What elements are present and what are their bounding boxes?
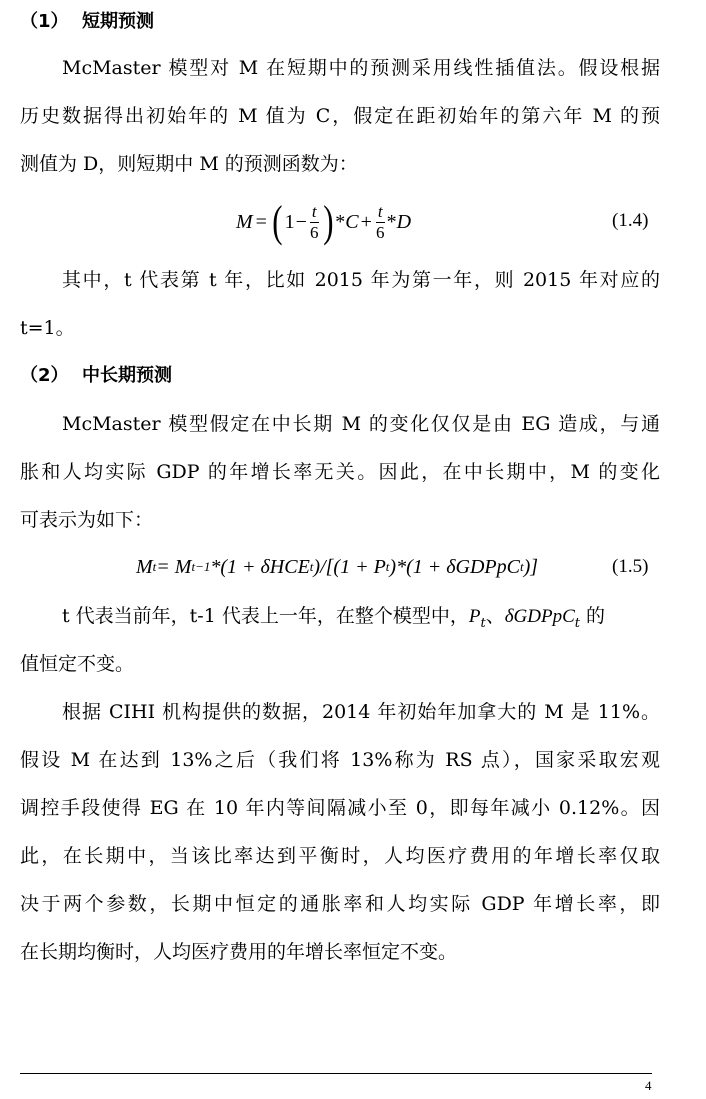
footer-rule bbox=[20, 1073, 652, 1074]
eq-symbol: + bbox=[360, 210, 372, 233]
eq-symbol: = bbox=[255, 210, 267, 233]
paragraph-line: 其中，t 代表第 t 年，比如 2015 年为第一年，则 2015 年对应的 bbox=[62, 269, 660, 291]
eq-symbol: M bbox=[136, 555, 153, 578]
inline-math: δGDPpC bbox=[504, 606, 575, 627]
paragraph-line: 胀和人均实际 GDP 的年增长率无关。因此，在中长期中，M 的变化 bbox=[20, 461, 660, 483]
eq-symbol: D bbox=[396, 210, 412, 233]
inline-math: P bbox=[468, 606, 481, 627]
paragraph-line: 可表示为如下： bbox=[20, 509, 154, 531]
paragraph-line: 历史数据得出初始年的 M 值为 C，假定在距初始年的第六年 M 的预 bbox=[20, 105, 660, 127]
fraction bbox=[376, 202, 385, 243]
eq-symbol: * bbox=[335, 210, 346, 233]
fraction bbox=[310, 202, 319, 243]
section-heading-1 bbox=[20, 8, 660, 36]
denominator: 6 bbox=[376, 222, 385, 242]
eq-symbol: )*(1 + δGDPpC bbox=[389, 555, 520, 578]
eq-symbol: )/[(1 + P bbox=[313, 555, 386, 578]
paragraph-line bbox=[62, 602, 660, 638]
paragraph-line: 此，在长期中，当该比率达到平衡时，人均医疗费用的年增长率仅取 bbox=[20, 845, 660, 867]
paragraph-line: McMaster 模型假定在中长期 M 的变化仅仅是由 EG 造成，与通 bbox=[62, 413, 660, 435]
section-title: 短期预测 bbox=[82, 11, 154, 32]
paragraph-line: 根据 CIHI 机构提供的数据，2014 年初始年加拿大的 M 是 11%。 bbox=[62, 701, 660, 723]
section-number: （2） bbox=[20, 365, 69, 386]
eq-subscript: t bbox=[574, 616, 581, 631]
paragraph-line: t=1。 bbox=[20, 317, 75, 339]
eq-subscript: t bbox=[385, 559, 390, 574]
eq-subscript: t bbox=[309, 559, 314, 574]
eq-subscript: t bbox=[152, 559, 157, 574]
text-run: t 代表当前年，t-1 代表上一年，在整个模型中， bbox=[62, 605, 469, 627]
section-title: 中长期预测 bbox=[82, 365, 172, 386]
paragraph-line: 值恒定不变。 bbox=[20, 653, 135, 675]
section-heading-2 bbox=[20, 362, 660, 390]
eq-symbol: C bbox=[345, 210, 359, 233]
denominator: 6 bbox=[310, 222, 319, 242]
paragraph-line: McMaster 模型对 M 在短期中的预测采用线性插值法。假设根据 bbox=[62, 57, 660, 79]
eq-symbol: * bbox=[386, 210, 397, 233]
paragraph-line: 测值为 D，则短期中 M 的预测函数为： bbox=[20, 153, 358, 175]
eq-symbol: *(1 + δHCE bbox=[210, 555, 310, 578]
text-run: 的 bbox=[580, 605, 606, 627]
equation-1-5 bbox=[136, 550, 538, 584]
eq-symbol: )] bbox=[523, 555, 539, 578]
eq-symbol: 1 bbox=[284, 210, 295, 233]
paragraph-line: 在长期均衡时，人均医疗费用的年增长率恒定不变。 bbox=[20, 941, 458, 963]
eq-symbol: = M bbox=[156, 555, 192, 578]
left-paren-glyph: ( bbox=[272, 197, 283, 246]
eq-subscript: t bbox=[519, 559, 524, 574]
eq-subscript: t bbox=[480, 616, 486, 631]
page-number: 4 bbox=[645, 1078, 652, 1093]
paragraph-line: 假设 M 在达到 13%之后（我们将 13%称为 RS 点），国家采取宏观 bbox=[20, 749, 660, 771]
right-paren-glyph: ) bbox=[322, 197, 334, 246]
eq-symbol: M bbox=[236, 210, 253, 233]
equation-label: (1.4) bbox=[612, 210, 649, 231]
numerator: t bbox=[311, 201, 317, 221]
equation-label: (1.5) bbox=[612, 556, 649, 577]
equation-1-4 bbox=[236, 196, 411, 248]
text-run: 、 bbox=[485, 605, 505, 627]
section-number: （1） bbox=[20, 11, 69, 32]
paragraph-line: 决于两个参数，长期中恒定的通胀率和人均实际 GDP 年增长率，即 bbox=[20, 893, 660, 915]
numerator: t bbox=[377, 201, 383, 221]
eq-symbol: − bbox=[295, 210, 307, 233]
eq-subscript: t−1 bbox=[191, 559, 211, 574]
paragraph-line: 调控手段使得 EG 在 10 年内等间隔减小至 0，即每年减小 0.12%。因 bbox=[20, 797, 660, 819]
